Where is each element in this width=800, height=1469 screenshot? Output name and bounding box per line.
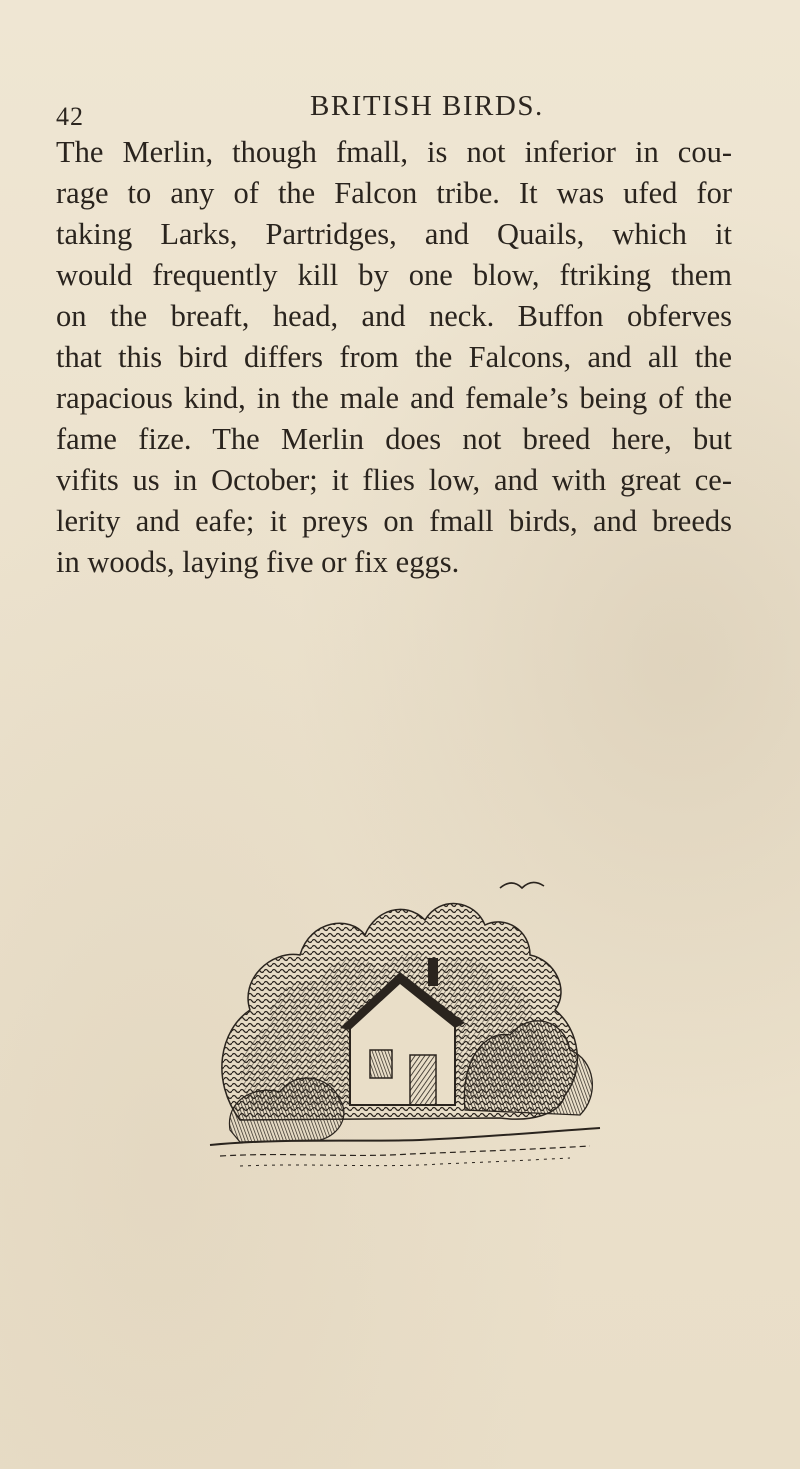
text-line: would frequently kill by one blow, ftriking them bbox=[56, 258, 732, 292]
text-line: in woods, laying five or fix eggs. bbox=[56, 545, 460, 579]
page-header bbox=[0, 88, 800, 131]
text-line: on the breaft, head, and neck. Buffon obferves bbox=[56, 299, 732, 333]
woodcut-vignette bbox=[200, 860, 610, 1180]
body-paragraph bbox=[56, 132, 732, 583]
text-line: vifits us in October; it flies low, and with great ce- bbox=[56, 463, 732, 497]
page-number: 42 bbox=[56, 102, 84, 131]
text-line: rapacious kind, in the male and female’s being of the bbox=[56, 381, 732, 415]
text-line: The Merlin, though fmall, is not inferior in cou- bbox=[56, 135, 732, 169]
text-line: that this bird differs from the Falcons, and all the bbox=[56, 340, 732, 374]
text-line: rage to any of the Falcon tribe. It was ufed for bbox=[56, 176, 732, 210]
text-line: fame fize. The Merlin does not breed here, but bbox=[56, 422, 732, 456]
text-line: lerity and eafe; it preys on fmall birds, and breeds bbox=[56, 504, 732, 538]
running-head: BRITISH BIRDS. bbox=[310, 90, 544, 122]
text-line: taking Larks, Partridges, and Quails, which it bbox=[56, 217, 732, 251]
